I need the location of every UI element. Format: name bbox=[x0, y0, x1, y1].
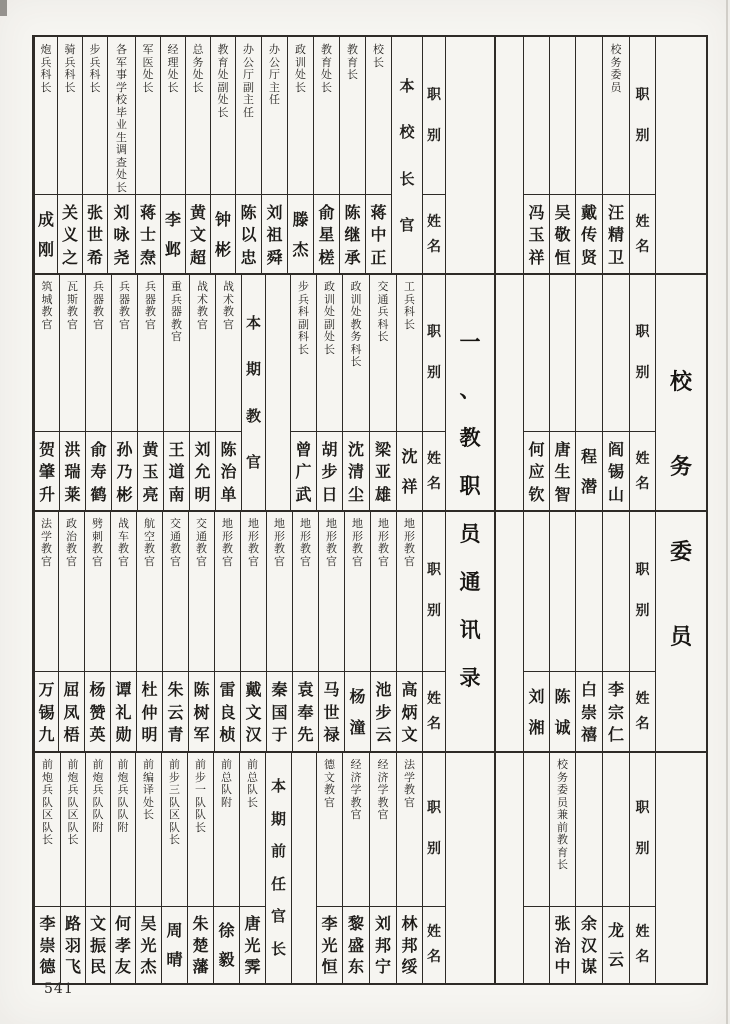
committee-entry-column bbox=[549, 37, 575, 274]
committee-entry-column bbox=[523, 752, 549, 983]
name-cell: 谭 礼 勋 bbox=[115, 679, 132, 745]
name-cell: 杨 潼 bbox=[349, 687, 366, 737]
name-cell: 池 步 云 bbox=[375, 679, 392, 745]
name-cell: 秦 国 于 bbox=[271, 679, 288, 745]
committee-entry-column bbox=[523, 37, 549, 274]
staff-entry-column bbox=[82, 37, 107, 274]
name-cell: 刘 祖 舜 bbox=[266, 202, 283, 267]
staff-entry-column bbox=[135, 37, 160, 274]
position-cell: 兵 器 教 官 bbox=[138, 274, 163, 432]
committee-header-column bbox=[629, 274, 655, 511]
position-cell: 地 形 教 官 bbox=[371, 511, 396, 672]
staff-entry-column bbox=[215, 274, 241, 511]
name-cell: 曾 广 武 bbox=[295, 439, 312, 504]
staff-entry-column bbox=[370, 511, 396, 752]
header-name-label: 姓 名 bbox=[635, 213, 650, 255]
position-cell: 地 形 教 官 bbox=[215, 511, 240, 672]
staff-entry-column bbox=[210, 37, 235, 274]
name-cell: 李 光 恒 bbox=[321, 913, 338, 977]
staff-entry-column bbox=[189, 274, 215, 511]
name-cell: 何 孝 友 bbox=[114, 913, 131, 977]
staff-entry-column bbox=[214, 511, 240, 752]
name-cell bbox=[524, 907, 549, 983]
position-cell: 地 形 教 官 bbox=[319, 511, 344, 672]
staff-entry-column bbox=[110, 511, 136, 752]
header-name-label: 姓 名 bbox=[635, 450, 650, 492]
position-cell: 经 理 处 长 bbox=[161, 37, 185, 195]
staff-entry-column bbox=[344, 511, 370, 752]
name-cell: 黄 玉 亮 bbox=[142, 439, 159, 504]
position-cell: 重 兵 器 教 官 bbox=[164, 274, 189, 432]
committee-entry-column bbox=[575, 274, 602, 511]
position-cell: 步 兵 科 副 科 长 bbox=[291, 274, 316, 432]
position-cell: 校 长 bbox=[366, 37, 391, 195]
name-cell: 杨 赞 英 bbox=[89, 679, 106, 745]
staff-entry-column bbox=[287, 37, 313, 274]
committee-entry-column bbox=[549, 752, 575, 983]
staff-header-column bbox=[422, 511, 445, 752]
group-label-column bbox=[241, 274, 265, 511]
position-cell: 步 兵 科 长 bbox=[83, 37, 107, 195]
position-cell: 法 学 教 官 bbox=[35, 511, 58, 672]
staff-entry-column bbox=[266, 511, 292, 752]
header-name-label: 姓 名 bbox=[427, 691, 441, 732]
position-cell bbox=[603, 511, 629, 672]
position-cell bbox=[550, 274, 575, 432]
staff-entry-column bbox=[110, 752, 135, 983]
group-label: 本 期 前 任 官 长 bbox=[270, 777, 286, 958]
name-cell: 陈 治 单 bbox=[220, 439, 237, 504]
position-cell bbox=[524, 274, 549, 432]
staff-entry-column bbox=[136, 511, 162, 752]
name-cell: 雷 良 桢 bbox=[219, 679, 236, 745]
staff-entry-column bbox=[369, 274, 396, 511]
name-cell: 朱 云 青 bbox=[167, 679, 184, 745]
committee-entry-column bbox=[575, 511, 602, 752]
position-cell: 骑 兵 科 长 bbox=[58, 37, 82, 195]
position-cell: 战 车 教 官 bbox=[111, 511, 136, 672]
header-name-label: 姓 名 bbox=[635, 691, 650, 732]
staff-entry-column bbox=[59, 274, 85, 511]
position-cell: 政 训 处 副 处 长 bbox=[317, 274, 342, 432]
position-cell: 经 济 学 教 官 bbox=[370, 752, 396, 907]
group-label-column bbox=[391, 37, 422, 274]
staff-entry-column bbox=[339, 37, 365, 274]
staff-entry-column bbox=[187, 752, 213, 983]
spacer-column bbox=[495, 274, 523, 511]
name-cell: 李 邺 bbox=[164, 210, 181, 259]
group-label: 本 校 长 官 bbox=[399, 76, 415, 235]
header-name-label: 姓 名 bbox=[635, 924, 650, 965]
name-cell: 俞 寿 鹤 bbox=[90, 439, 107, 504]
scan-corner-artifact bbox=[0, 0, 7, 16]
committee-entry-column bbox=[602, 511, 629, 752]
staff-entry-column bbox=[107, 37, 135, 274]
header-position-label: 职 别 bbox=[423, 274, 445, 432]
committee-entry-column bbox=[575, 752, 602, 983]
staff-header-column bbox=[422, 274, 445, 511]
directory-table bbox=[32, 35, 708, 985]
position-cell: 政 治 教 官 bbox=[59, 511, 84, 672]
name-cell: 黎 盛 东 bbox=[347, 913, 364, 977]
position-cell: 前 炮 兵 队 区 队 长 bbox=[35, 752, 60, 907]
position-cell: 交 通 教 官 bbox=[163, 511, 188, 672]
name-cell: 冯 玉 祥 bbox=[528, 202, 545, 267]
name-cell: 吴 敬 恒 bbox=[554, 202, 571, 267]
section-title-committee bbox=[655, 37, 706, 983]
position-cell bbox=[524, 752, 549, 907]
name-cell: 万 锡 九 bbox=[38, 679, 55, 745]
position-cell: 教 育 处 副 处 长 bbox=[211, 37, 235, 195]
name-cell: 路 羽 飞 bbox=[64, 913, 81, 977]
staff-entry-column bbox=[316, 752, 342, 983]
position-cell bbox=[576, 37, 602, 195]
name-cell: 梁 亚 雄 bbox=[374, 439, 391, 504]
header-position-label: 职 别 bbox=[423, 37, 445, 195]
name-cell: 蒋 士 焘 bbox=[139, 202, 156, 267]
header-name-label: 姓 名 bbox=[427, 450, 441, 492]
header-position-label: 职 别 bbox=[630, 274, 655, 432]
position-cell: 校 务 委 员 兼 前 教 育 长 bbox=[550, 752, 575, 907]
position-cell: 前 总 队 附 bbox=[214, 752, 239, 907]
page-edge-shadow bbox=[726, 0, 728, 1024]
header-name-label: 姓 名 bbox=[427, 924, 441, 965]
staff-entry-column bbox=[162, 511, 188, 752]
name-cell: 滕 杰 bbox=[292, 210, 309, 259]
name-cell: 白 崇 禧 bbox=[580, 679, 597, 745]
position-cell bbox=[550, 37, 575, 195]
title-char: 委 bbox=[669, 540, 692, 565]
staff-entry-column bbox=[85, 274, 111, 511]
name-cell: 陈 继 承 bbox=[344, 202, 361, 267]
name-cell: 黄 文 超 bbox=[189, 202, 206, 267]
position-cell: 教 育 处 长 bbox=[314, 37, 339, 195]
position-cell: 前 步 三 队 区 队 长 bbox=[162, 752, 187, 907]
staff-entry-column bbox=[292, 511, 318, 752]
staff-entry-column bbox=[313, 37, 339, 274]
title-char: 录 bbox=[459, 666, 481, 690]
staff-entry-column bbox=[239, 752, 265, 983]
position-cell bbox=[524, 37, 549, 195]
staff-entry-column bbox=[290, 274, 316, 511]
staff-entry-column bbox=[188, 511, 214, 752]
committee-entry-column bbox=[549, 274, 575, 511]
name-cell: 刘 邦 宁 bbox=[374, 913, 391, 977]
staff-entry-column bbox=[137, 274, 163, 511]
staff-entry-column bbox=[213, 752, 239, 983]
empty-cell bbox=[496, 511, 523, 752]
committee-entry-column bbox=[602, 274, 629, 511]
name-cell: 唐 光 霁 bbox=[244, 913, 261, 977]
position-cell: 军 医 处 长 bbox=[136, 37, 160, 195]
name-cell: 孙 乃 彬 bbox=[116, 439, 133, 504]
name-cell: 马 世 禄 bbox=[323, 679, 340, 745]
name-cell: 陈 树 军 bbox=[193, 679, 210, 745]
name-cell: 杜 仲 明 bbox=[141, 679, 158, 745]
group-label: 本 期 教 官 bbox=[245, 313, 261, 472]
name-cell: 关 义 之 bbox=[61, 202, 78, 267]
header-position-label: 职 别 bbox=[630, 752, 655, 907]
empty-cell bbox=[496, 37, 523, 274]
title-char: 教 bbox=[459, 426, 481, 450]
header-position-label: 职 别 bbox=[423, 752, 445, 907]
position-cell: 交 通 兵 科 长 bbox=[370, 274, 396, 432]
staff-entry-column bbox=[57, 37, 82, 274]
name-cell: 戴 传 贤 bbox=[580, 202, 597, 267]
staff-entry-column bbox=[135, 752, 161, 983]
name-cell: 沈 清 尘 bbox=[347, 439, 364, 504]
empty-cell bbox=[496, 752, 523, 983]
position-cell: 经 济 学 教 官 bbox=[343, 752, 369, 907]
header-position-label: 职 别 bbox=[630, 511, 655, 672]
name-cell: 龙 云 bbox=[607, 921, 624, 969]
position-cell: 总 务 处 长 bbox=[186, 37, 210, 195]
title-char: 校 bbox=[669, 370, 692, 395]
staff-entry-column bbox=[365, 37, 391, 274]
position-cell: 炮 兵 科 长 bbox=[35, 37, 57, 195]
committee-entry-column bbox=[523, 274, 549, 511]
name-cell: 王 道 南 bbox=[168, 439, 185, 504]
name-cell: 屈 凤 梧 bbox=[63, 679, 80, 745]
section-title-directory bbox=[445, 37, 495, 983]
header-name-label: 姓 名 bbox=[427, 213, 441, 255]
staff-entry-column bbox=[161, 752, 187, 983]
name-cell: 陈 以 忠 bbox=[240, 202, 257, 267]
committee-header-column bbox=[629, 37, 655, 274]
staff-header-column bbox=[422, 37, 445, 274]
name-cell: 文 振 民 bbox=[89, 913, 106, 977]
staff-entry-column bbox=[163, 274, 189, 511]
name-cell: 余 汉 谋 bbox=[580, 913, 597, 977]
name-cell: 成 刚 bbox=[37, 210, 54, 259]
position-cell: 工 兵 科 长 bbox=[397, 274, 422, 432]
name-cell: 蒋 中 正 bbox=[370, 202, 387, 267]
position-cell: 法 学 教 官 bbox=[397, 752, 422, 907]
position-cell: 政 训 处 长 bbox=[288, 37, 313, 195]
staff-header-column bbox=[422, 752, 445, 983]
staff-entry-column bbox=[60, 752, 85, 983]
position-cell bbox=[576, 752, 602, 907]
committee-entry-column bbox=[602, 752, 629, 983]
committee-header-column bbox=[629, 511, 655, 752]
committee-entry-column bbox=[523, 511, 549, 752]
position-cell: 前 炮 兵 队 区 队 长 bbox=[61, 752, 85, 907]
staff-entry-column bbox=[369, 752, 396, 983]
title-char: 通 bbox=[459, 570, 481, 594]
title-char: 一 bbox=[459, 330, 481, 354]
position-cell: 交 通 教 官 bbox=[189, 511, 214, 672]
staff-entry-column bbox=[160, 37, 185, 274]
position-cell: 地 形 教 官 bbox=[267, 511, 292, 672]
title-char: 员 bbox=[669, 625, 692, 650]
position-cell: 前 总 队 长 bbox=[240, 752, 265, 907]
spacer-column bbox=[495, 37, 523, 274]
position-cell: 办 公 厅 主 任 bbox=[262, 37, 287, 195]
staff-entry-column bbox=[318, 511, 344, 752]
group-label-column bbox=[265, 752, 291, 983]
position-cell bbox=[550, 511, 575, 672]
name-cell: 洪 瑞 莱 bbox=[64, 439, 81, 504]
staff-entry-column bbox=[58, 511, 84, 752]
position-cell bbox=[603, 274, 629, 432]
staff-entry-column bbox=[342, 752, 369, 983]
position-cell bbox=[576, 274, 602, 432]
name-cell: 汪 精 卫 bbox=[607, 202, 624, 267]
name-cell: 刘 允 明 bbox=[194, 439, 211, 504]
staff-entry-column bbox=[185, 37, 210, 274]
position-cell: 办 公 厅 副 主 任 bbox=[236, 37, 261, 195]
name-cell: 朱 楚 藩 bbox=[192, 913, 209, 977]
position-cell: 地 形 教 官 bbox=[397, 511, 422, 672]
name-cell: 李 宗 仁 bbox=[607, 679, 624, 745]
spacer-column bbox=[495, 752, 523, 983]
name-cell: 张 世 希 bbox=[86, 202, 103, 267]
name-cell: 徐 毅 bbox=[218, 921, 235, 969]
name-cell: 沈 祥 bbox=[401, 447, 418, 496]
position-cell: 劈 刺 教 官 bbox=[85, 511, 110, 672]
spacer-column bbox=[265, 274, 290, 511]
name-cell: 何 应 钦 bbox=[528, 439, 545, 504]
staff-entry-column bbox=[34, 274, 59, 511]
name-cell: 戴 文 汉 bbox=[245, 679, 262, 745]
name-cell: 俞 星 槎 bbox=[318, 202, 335, 267]
name-cell: 李 崇 德 bbox=[39, 913, 56, 977]
committee-entry-column bbox=[602, 37, 629, 274]
staff-entry-column bbox=[111, 274, 137, 511]
name-cell: 林 邦 绥 bbox=[401, 913, 418, 977]
staff-entry-column bbox=[261, 37, 287, 274]
table-body bbox=[34, 37, 706, 983]
position-cell bbox=[524, 511, 549, 672]
committee-entry-column bbox=[549, 511, 575, 752]
name-cell: 陈 诚 bbox=[554, 687, 571, 737]
position-cell: 地 形 教 官 bbox=[293, 511, 318, 672]
staff-entry-column bbox=[396, 274, 422, 511]
position-cell: 政 训 处 教 务 科 长 bbox=[343, 274, 369, 432]
name-cell: 张 治 中 bbox=[554, 913, 571, 977]
position-cell: 前 炮 兵 队 队 附 bbox=[111, 752, 135, 907]
position-cell: 航 空 教 官 bbox=[137, 511, 162, 672]
header-position-label: 职 别 bbox=[423, 511, 445, 672]
position-cell: 教 育 长 bbox=[340, 37, 365, 195]
empty-cell bbox=[292, 752, 316, 983]
spacer-column bbox=[291, 752, 316, 983]
name-cell: 高 炳 文 bbox=[401, 679, 418, 745]
position-cell: 兵 器 教 官 bbox=[112, 274, 137, 432]
name-cell: 吴 光 杰 bbox=[140, 913, 157, 977]
position-cell: 地 形 教 官 bbox=[241, 511, 266, 672]
name-cell: 刘 湘 bbox=[528, 687, 545, 737]
position-cell: 瓦 斯 教 官 bbox=[60, 274, 85, 432]
name-cell: 袁 奉 先 bbox=[297, 679, 314, 745]
staff-entry-column bbox=[34, 511, 58, 752]
name-cell: 唐 生 智 bbox=[554, 439, 571, 504]
name-cell: 周 晴 bbox=[166, 921, 183, 969]
position-cell: 前 炮 兵 队 队 附 bbox=[86, 752, 110, 907]
title-char: 、 bbox=[459, 378, 481, 402]
name-cell: 阎 锡 山 bbox=[607, 439, 624, 504]
staff-entry-column bbox=[240, 511, 266, 752]
position-cell: 前 步 一 队 队 长 bbox=[188, 752, 213, 907]
staff-entry-column bbox=[316, 274, 342, 511]
title-char: 讯 bbox=[459, 618, 481, 642]
position-cell: 校 务 委 员 bbox=[603, 37, 629, 195]
committee-header-column bbox=[629, 752, 655, 983]
staff-entry-column bbox=[396, 511, 422, 752]
staff-entry-column bbox=[342, 274, 369, 511]
name-cell: 钟 彬 bbox=[214, 210, 231, 259]
position-cell: 前 编 译 处 长 bbox=[136, 752, 161, 907]
position-cell: 战 术 教 官 bbox=[190, 274, 215, 432]
name-cell: 胡 步 日 bbox=[321, 439, 338, 504]
position-cell: 筑 城 教 官 bbox=[35, 274, 59, 432]
empty-cell bbox=[496, 274, 523, 511]
position-cell bbox=[603, 752, 629, 907]
position-cell: 德 文 教 官 bbox=[317, 752, 342, 907]
title-char: 员 bbox=[459, 522, 481, 546]
position-cell bbox=[576, 511, 602, 672]
position-cell: 各 军 事 学 校 毕 业 生 调 查 处 长 bbox=[108, 37, 135, 195]
header-position-label: 职 别 bbox=[630, 37, 655, 195]
committee-entry-column bbox=[575, 37, 602, 274]
staff-entry-column bbox=[84, 511, 110, 752]
position-cell: 兵 器 教 官 bbox=[86, 274, 111, 432]
staff-entry-column bbox=[85, 752, 110, 983]
page-number: 541 bbox=[44, 981, 74, 997]
title-char: 职 bbox=[459, 474, 481, 498]
staff-entry-column bbox=[34, 752, 60, 983]
name-cell: 刘 咏 尧 bbox=[113, 202, 130, 267]
spacer-column bbox=[495, 511, 523, 752]
position-cell: 地 形 教 官 bbox=[345, 511, 370, 672]
position-cell: 战 术 教 官 bbox=[216, 274, 241, 432]
name-cell: 贺 肇 升 bbox=[38, 439, 55, 504]
empty-cell bbox=[266, 274, 290, 511]
name-cell: 程 潜 bbox=[580, 447, 597, 496]
title-char: 务 bbox=[669, 455, 692, 480]
staff-entry-column bbox=[34, 37, 57, 274]
staff-entry-column bbox=[396, 752, 422, 983]
staff-entry-column bbox=[235, 37, 261, 274]
